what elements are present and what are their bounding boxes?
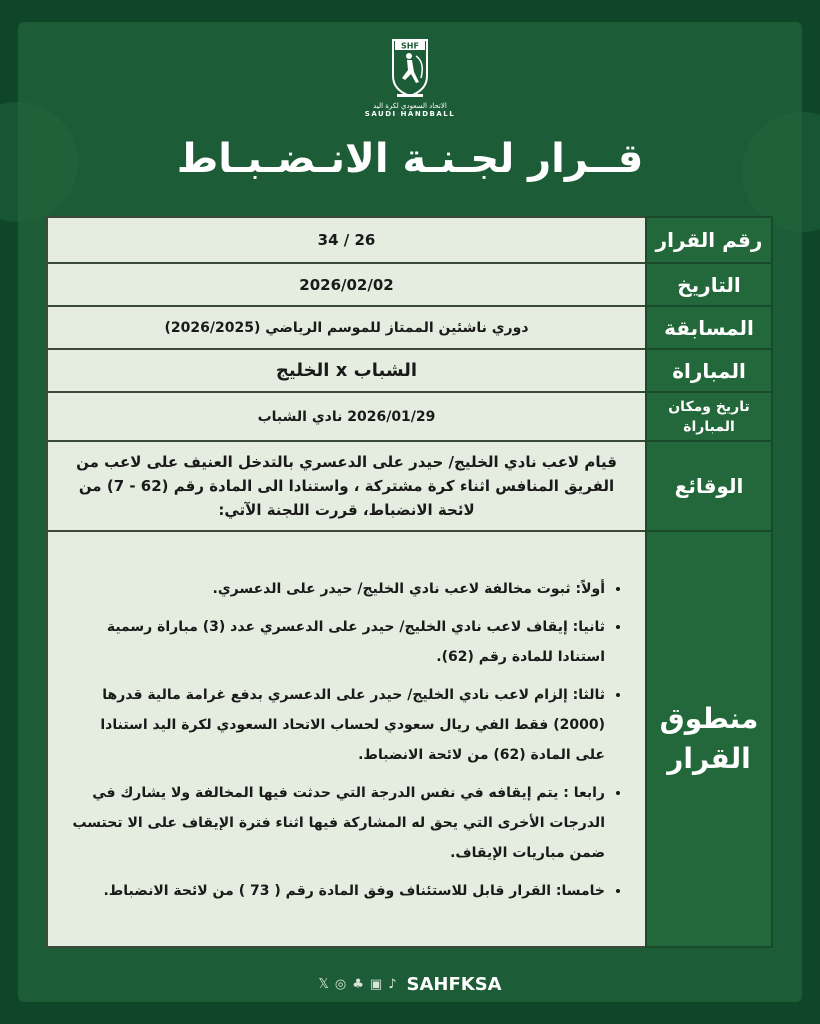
competition: دوري ناشئين الممتاز للموسم الرياضي (2026/2025) — [47, 306, 646, 349]
decision-date: 2026/02/02 — [47, 263, 646, 306]
tiktok-icon: ♪ — [388, 977, 397, 992]
table-row — [47, 531, 772, 947]
facebook-icon: ▣ — [369, 977, 383, 992]
decision-list — [68, 574, 623, 906]
table-row — [47, 441, 772, 531]
row-label: رقم القرار — [646, 217, 772, 263]
list-item: • ثالثا: إلزام لاعب نادي الخليج/ حيدر على الدعسري بدفع غرامة مالية قدرها (2000) فقط الفي ريال سعودي لحساب الاتحاد السعودي لكرة اليد استنادا على المادة (62) من لائحة الانضباط. — [68, 680, 605, 770]
table-row — [47, 392, 772, 441]
match-date-venue: 2026/01/29 نادي الشباب — [47, 392, 646, 441]
table-row — [47, 306, 772, 349]
row-label: المباراة — [646, 349, 772, 392]
row-label: الوقائع — [646, 441, 772, 531]
table-row — [47, 217, 772, 263]
list-item: • ثانيا: إيقاف لاعب نادي الخليج/ حيدر على الدعسري عدد (3) مباراة رسمية استنادا للمادة رقم (62). — [68, 612, 605, 672]
logo-english-text: SAUDI HANDBALL — [364, 110, 456, 118]
list-item: • رابعا : يتم إيقافه في نفس الدرجة التي حدثت فيها المخالفة ولا يشارك في الدرجات الأخرى التي يحق له المشاركة فيها اثناء فترة الإيقاف على الا تحتسب ضمن مباريات الإيقاف. — [68, 778, 605, 868]
social-handle: SAHFKSA — [406, 974, 502, 995]
decision-number: 26 / 34 — [47, 217, 646, 263]
facts-text: قيام لاعب نادي الخليج/ حيدر على الدعسري بالتدخل العنيف على لاعب من الفريق المنافس اثناء كرة مشتركة ، واستنادا الى المادة رقم (62 - 7) من لائحة الانضباط، قررت اللجنة الآتي: — [47, 441, 646, 531]
handball-crest-icon — [387, 38, 433, 100]
list-item: • خامسا: القرار قابل للاستئناف وفق المادة رقم ( 73 ) من لائحة الانضباط. — [68, 876, 605, 906]
match: الشباب x الخليج — [47, 349, 646, 392]
row-label: التاريخ — [646, 263, 772, 306]
table-row — [47, 263, 772, 306]
decision-table — [46, 216, 773, 948]
shf-logo — [364, 38, 456, 118]
x-icon: 𝕏 — [318, 977, 329, 992]
snapchat-icon: ♣ — [352, 977, 364, 992]
page-title: قــرار لجـنـة الانـضـبـاط — [176, 136, 644, 182]
logo-arabic-text: الاتحاد السعودي لكرة اليد — [373, 102, 447, 110]
row-label: المسابقة — [646, 306, 772, 349]
row-label: منطوق القرار — [646, 531, 772, 947]
decision-list-cell — [47, 531, 646, 947]
list-item: • أولاً: ثبوت مخالفة لاعب نادي الخليج/ حيدر على الدعسري. — [68, 574, 605, 604]
row-label: تاريخ ومكان المباراة — [646, 392, 772, 441]
svg-text:SHF: SHF — [401, 41, 419, 51]
instagram-icon: ◎ — [334, 977, 347, 992]
social-footer — [0, 974, 820, 995]
table-row — [47, 349, 772, 392]
